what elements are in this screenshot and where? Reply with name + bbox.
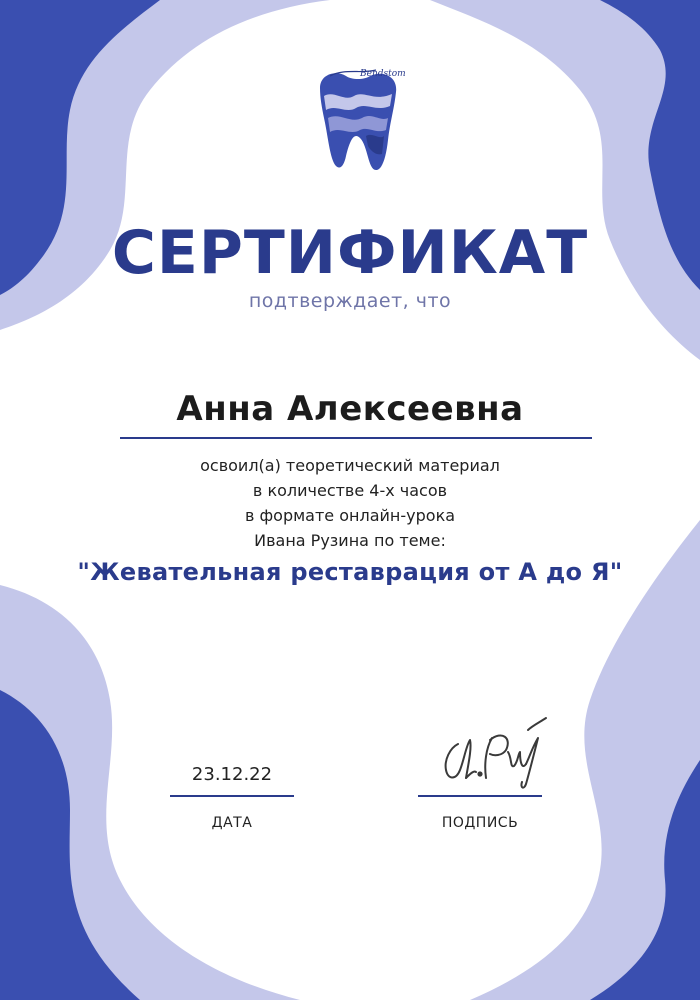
handwritten-signature [430, 708, 550, 796]
signature-underline [418, 795, 542, 797]
date-underline [170, 795, 294, 797]
date-value: 23.12.22 [191, 764, 273, 785]
logo-brand-text: Bendstom [360, 69, 406, 79]
signature-label: ПОДПИСЬ [441, 815, 519, 831]
certificate-title: СЕРТИФИКАТ [111, 218, 589, 288]
body-line: в количестве 4-х часов [252, 481, 448, 500]
certificate-subtitle: подтверждает, что [248, 290, 452, 312]
body-line: Ивана Рузина по теме: [254, 531, 446, 550]
body-line: в формате онлайн-урока [244, 506, 456, 525]
body-line: освоил(а) теоретический материал [200, 456, 500, 475]
name-underline [120, 437, 592, 439]
tooth-logo-icon [310, 66, 406, 174]
recipient-name: Анна Алексеевна [176, 389, 524, 429]
date-label: ДАТА [211, 815, 253, 831]
course-topic: "Жевательная реставрация от А до Я" [77, 558, 623, 586]
